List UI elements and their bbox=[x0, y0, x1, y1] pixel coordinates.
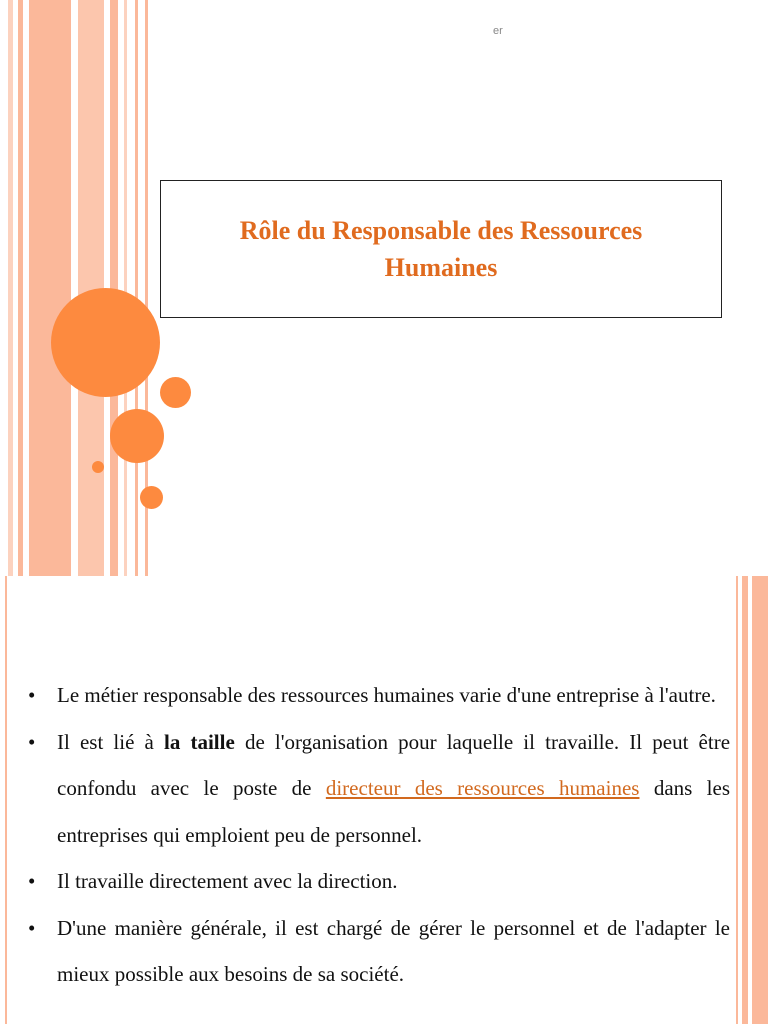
bullet-icon: • bbox=[28, 683, 36, 707]
decorative-stripe bbox=[29, 0, 71, 576]
bullet-text-start: Il est lié à bbox=[57, 729, 165, 754]
decorative-circle-tiny bbox=[92, 461, 104, 473]
bullet-text: D'une manière générale, il est chargé de gérer le personnel et de l'adapter le mieux possible aux besoins de sa société. bbox=[57, 915, 730, 986]
bullet-icon: • bbox=[28, 729, 36, 754]
content-slide bbox=[0, 576, 768, 1024]
decorative-stripe bbox=[124, 0, 127, 576]
bold-term: la taille bbox=[164, 729, 235, 754]
directeur-rh-link[interactable]: directeur des ressources humaines bbox=[325, 776, 640, 800]
decorative-stripe bbox=[18, 0, 23, 576]
list-item bbox=[28, 858, 730, 905]
bullet-text: Il travaille directement avec la direction. bbox=[57, 869, 398, 893]
list-item bbox=[28, 719, 730, 859]
title-box bbox=[160, 180, 722, 318]
list-item bbox=[28, 905, 730, 998]
slide-title: Rôle du Responsable des Ressources Humaines bbox=[239, 216, 643, 282]
bullet-text-middle: de l'organisation pour laquelle il travaille. Il peut être confondu avec le poste de bbox=[57, 729, 731, 800]
header-mark: er bbox=[493, 25, 503, 37]
bullet-list bbox=[28, 672, 730, 998]
decorative-stripe bbox=[742, 576, 748, 1024]
decorative-circle-large bbox=[51, 288, 160, 397]
decorative-stripe bbox=[8, 0, 13, 576]
bullet-icon: • bbox=[28, 869, 36, 893]
bullet-text: Le métier responsable des ressources humaines varie d'une entreprise à l'autre. bbox=[57, 683, 716, 707]
decorative-circle-small bbox=[140, 486, 163, 509]
bullet-icon: • bbox=[28, 915, 36, 940]
decorative-stripe bbox=[752, 576, 768, 1024]
decorative-stripe bbox=[135, 0, 138, 576]
decorative-circle-small bbox=[160, 377, 191, 408]
list-item bbox=[28, 672, 730, 719]
bullet-text-end: dans les entreprises qui emploient peu de personnel. bbox=[57, 776, 730, 847]
decorative-stripe bbox=[736, 576, 738, 1024]
decorative-circle-medium bbox=[110, 409, 164, 463]
decorative-stripe bbox=[5, 576, 7, 1024]
